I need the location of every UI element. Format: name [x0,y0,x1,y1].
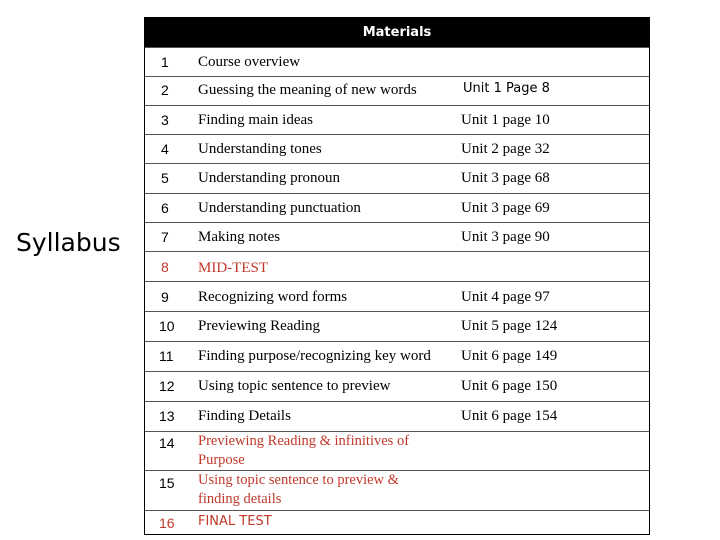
row-topic: Using topic sentence to preview [198,378,391,394]
table-row [145,134,649,164]
row-number: 14 [159,435,175,451]
row-number: 2 [161,82,169,98]
table-row [145,47,649,77]
row-number: 13 [159,408,175,424]
row-topic: Finding purpose/recognizing key word [198,348,431,364]
table-row [145,311,649,342]
table-row [145,510,649,535]
row-topic: Finding Details [198,408,291,424]
row-topic: Understanding punctuation [198,200,361,216]
table-row [145,281,649,312]
row-reference: Unit 5 page 124 [461,318,558,334]
table-row [145,431,649,471]
row-number: 5 [161,170,169,186]
row-topic: Making notes [198,229,281,245]
table-row [145,401,649,432]
table-row [145,105,649,135]
row-reference: Unit 3 page 90 [461,229,550,245]
row-reference: Unit 1 Page 8 [463,81,550,96]
row-reference: Unit 6 page 154 [461,408,558,424]
row-topic: Previewing Reading [198,318,321,334]
table-row [145,163,649,194]
row-topic: Recognizing word forms [198,289,348,305]
table-row [145,341,649,372]
row-number: 6 [161,200,169,216]
table-header: Materials [145,18,649,47]
table-row [145,76,649,106]
table-row [145,371,649,402]
row-number: 11 [159,348,174,364]
row-number: 8 [161,259,169,275]
row-reference: Unit 2 page 32 [461,141,550,157]
row-topic: Finding main ideas [198,112,313,128]
syllabus-title: Syllabus [16,228,121,257]
row-number: 1 [161,54,169,70]
row-reference: Unit 3 page 68 [461,170,550,186]
row-number: 12 [159,378,175,394]
table-row [145,193,649,223]
row-number: 7 [161,229,169,245]
materials-table [144,17,650,535]
table-row [145,470,649,511]
row-reference: Unit 6 page 150 [461,378,558,394]
row-reference: Unit 1 page 10 [461,112,550,128]
row-reference: Unit 4 page 97 [461,289,550,305]
table-row [145,251,649,282]
row-topic: Understanding tones [198,141,322,157]
row-topic: Previewing Reading & infinitives of Purpose [198,433,410,468]
row-number: 4 [161,141,169,157]
row-topic: Using topic sentence to preview & finding details [198,472,399,507]
row-number: 10 [159,318,175,334]
row-reference: Unit 3 page 69 [461,200,550,216]
row-reference: Unit 6 page 149 [461,348,558,364]
table-row [145,222,649,252]
row-topic: Course overview [198,54,301,70]
row-number: 9 [161,289,169,305]
row-number: 16 [159,515,175,531]
row-topic: Guessing the meaning of new words [198,82,417,98]
row-topic: FINAL TEST [198,514,272,529]
row-topic: MID-TEST [198,260,268,276]
row-number: 3 [161,112,169,128]
row-topic: Understanding pronoun [198,170,341,186]
row-number: 15 [159,475,175,491]
